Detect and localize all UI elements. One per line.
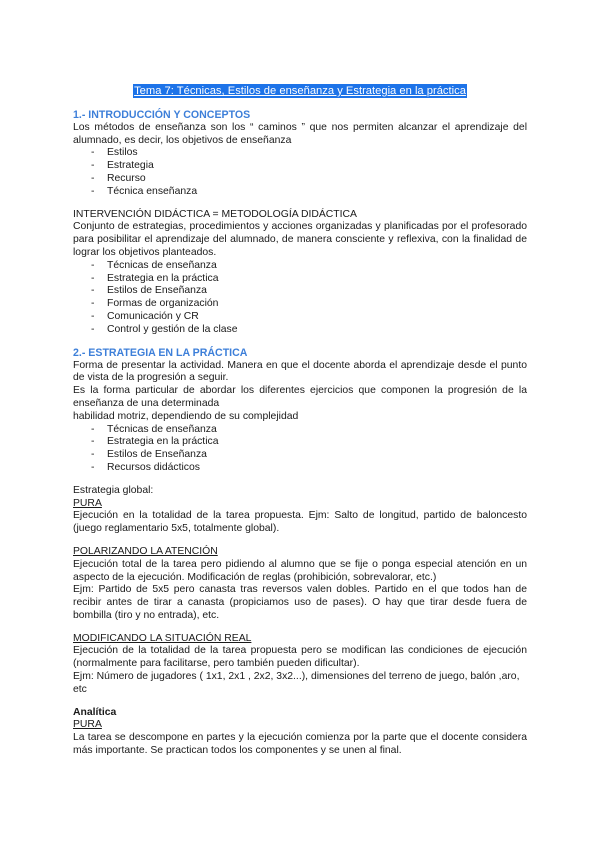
- list-item: - Recursos didácticos: [91, 462, 527, 475]
- analitica-pura-label: PURA: [73, 719, 102, 731]
- list-item: - Recurso: [91, 173, 527, 186]
- document-title: Tema 7: Técnicas, Estilos de enseñanza y Estrategia en la práctica: [134, 85, 466, 97]
- list-item: - Comunicación y CR: [91, 311, 527, 324]
- analitica-label: Analítica: [73, 706, 117, 718]
- list-item: - Estrategia: [91, 160, 527, 173]
- list-item: - Técnicas de enseñanza: [91, 260, 527, 273]
- section2-list: [73, 424, 527, 475]
- pura-label: PURA: [73, 497, 102, 509]
- intervencion-heading: INTERVENCIÓN DIDÁCTICA = METODOLOGÍA DIDÁCTICA: [73, 208, 357, 220]
- section2-heading: 2.- ESTRATEGIA EN LA PRÁCTICA: [73, 346, 248, 359]
- list-item: - Estilos de Enseñanza: [91, 285, 527, 298]
- list-item: - Técnica enseñanza: [91, 186, 527, 199]
- section2-paragraph-2: Es la forma particular de abordar los diferentes ejercicios que componen la progresión de la enseñanza de una determinada: [73, 385, 527, 409]
- modificando-text-2: Ejm: Número de jugadores ( 1x1, 2x1 , 2x2, 3x2...), dimensiones del terreno de juego, balón ,aro, etc: [73, 671, 520, 695]
- intervencion-list: [73, 260, 527, 337]
- analitica-pura-text: La tarea se descompone en partes y la ejecución comienza por la parte que el docente considera más importante. Se practican todos los componentes y se unen al final.: [73, 732, 527, 757]
- list-item: - Técnicas de enseñanza: [91, 424, 527, 437]
- section1-heading: 1.- INTRODUCCIÓN Y CONCEPTOS: [73, 108, 251, 121]
- list-item: - Control y gestión de la clase: [91, 324, 527, 337]
- section2-paragraph-3: habilidad motriz, dependiendo de su complejidad: [73, 410, 299, 422]
- title-container: [73, 84, 527, 99]
- list-item: - Estrategia en la práctica: [91, 436, 527, 449]
- list-item: - Estilos de Enseñanza: [91, 449, 527, 462]
- polarizando-label: POLARIZANDO LA ATENCIÓN: [73, 545, 218, 557]
- modificando-text-1: Ejecución de la totalidad de la tarea propuesta pero se modifican las condiciones de ejecución (normalmente para facilitarse, pero también pueden dificultar).: [73, 645, 527, 670]
- list-item: - Formas de organización: [91, 298, 527, 311]
- section1-intro: Los métodos de enseñanza son los “ caminos ” que nos permiten alcanzar el aprendizaje del alumnado, es decir, los objetivos de enseñanza: [73, 121, 527, 146]
- polarizando-text-2: Ejm: Partido de 5x5 pero canasta tras reversos valen dobles. Partido en el que todos han de recibir antes de tirar a canasta (propiciamos uso de pases). O hay que tirar desde fuera de bombilla (tiro y no entrada), etc.: [73, 584, 527, 621]
- estrategia-global-label: Estrategia global:: [73, 484, 154, 496]
- section1-list: [73, 147, 527, 198]
- list-item: - Estilos: [91, 147, 527, 160]
- intervencion-definition: Conjunto de estrategias, procedimientos y acciones organizadas y planificadas por el profesorado para posibilitar el aprendizaje del alumnado, de manera consciente y reflexiva, con la finalidad de lograr los objetivos planteados.: [73, 221, 527, 258]
- document-body: [73, 84, 527, 758]
- polarizando-text-1: Ejecución total de la tarea pero pidiendo al alumno que se fije o ponga especial atención en un aspecto de la ejecución. Modificación de reglas (prohibición, sobrevalorar, etc.): [73, 558, 527, 583]
- list-item: - Estrategia en la práctica: [91, 273, 527, 286]
- modificando-label: MODIFICANDO LA SITUACIÓN REAL: [73, 632, 252, 644]
- pura-text: Ejecución en la totalidad de la tarea propuesta. Ejm: Salto de longitud, partido de baloncesto (juego reglamentario 5x5, totalmente global).: [73, 510, 527, 535]
- section2-paragraph-1: Forma de presentar la actividad. Manera en que el docente aborda el aprendizaje desde el punto de vista de la progresión a seguir.: [73, 359, 527, 384]
